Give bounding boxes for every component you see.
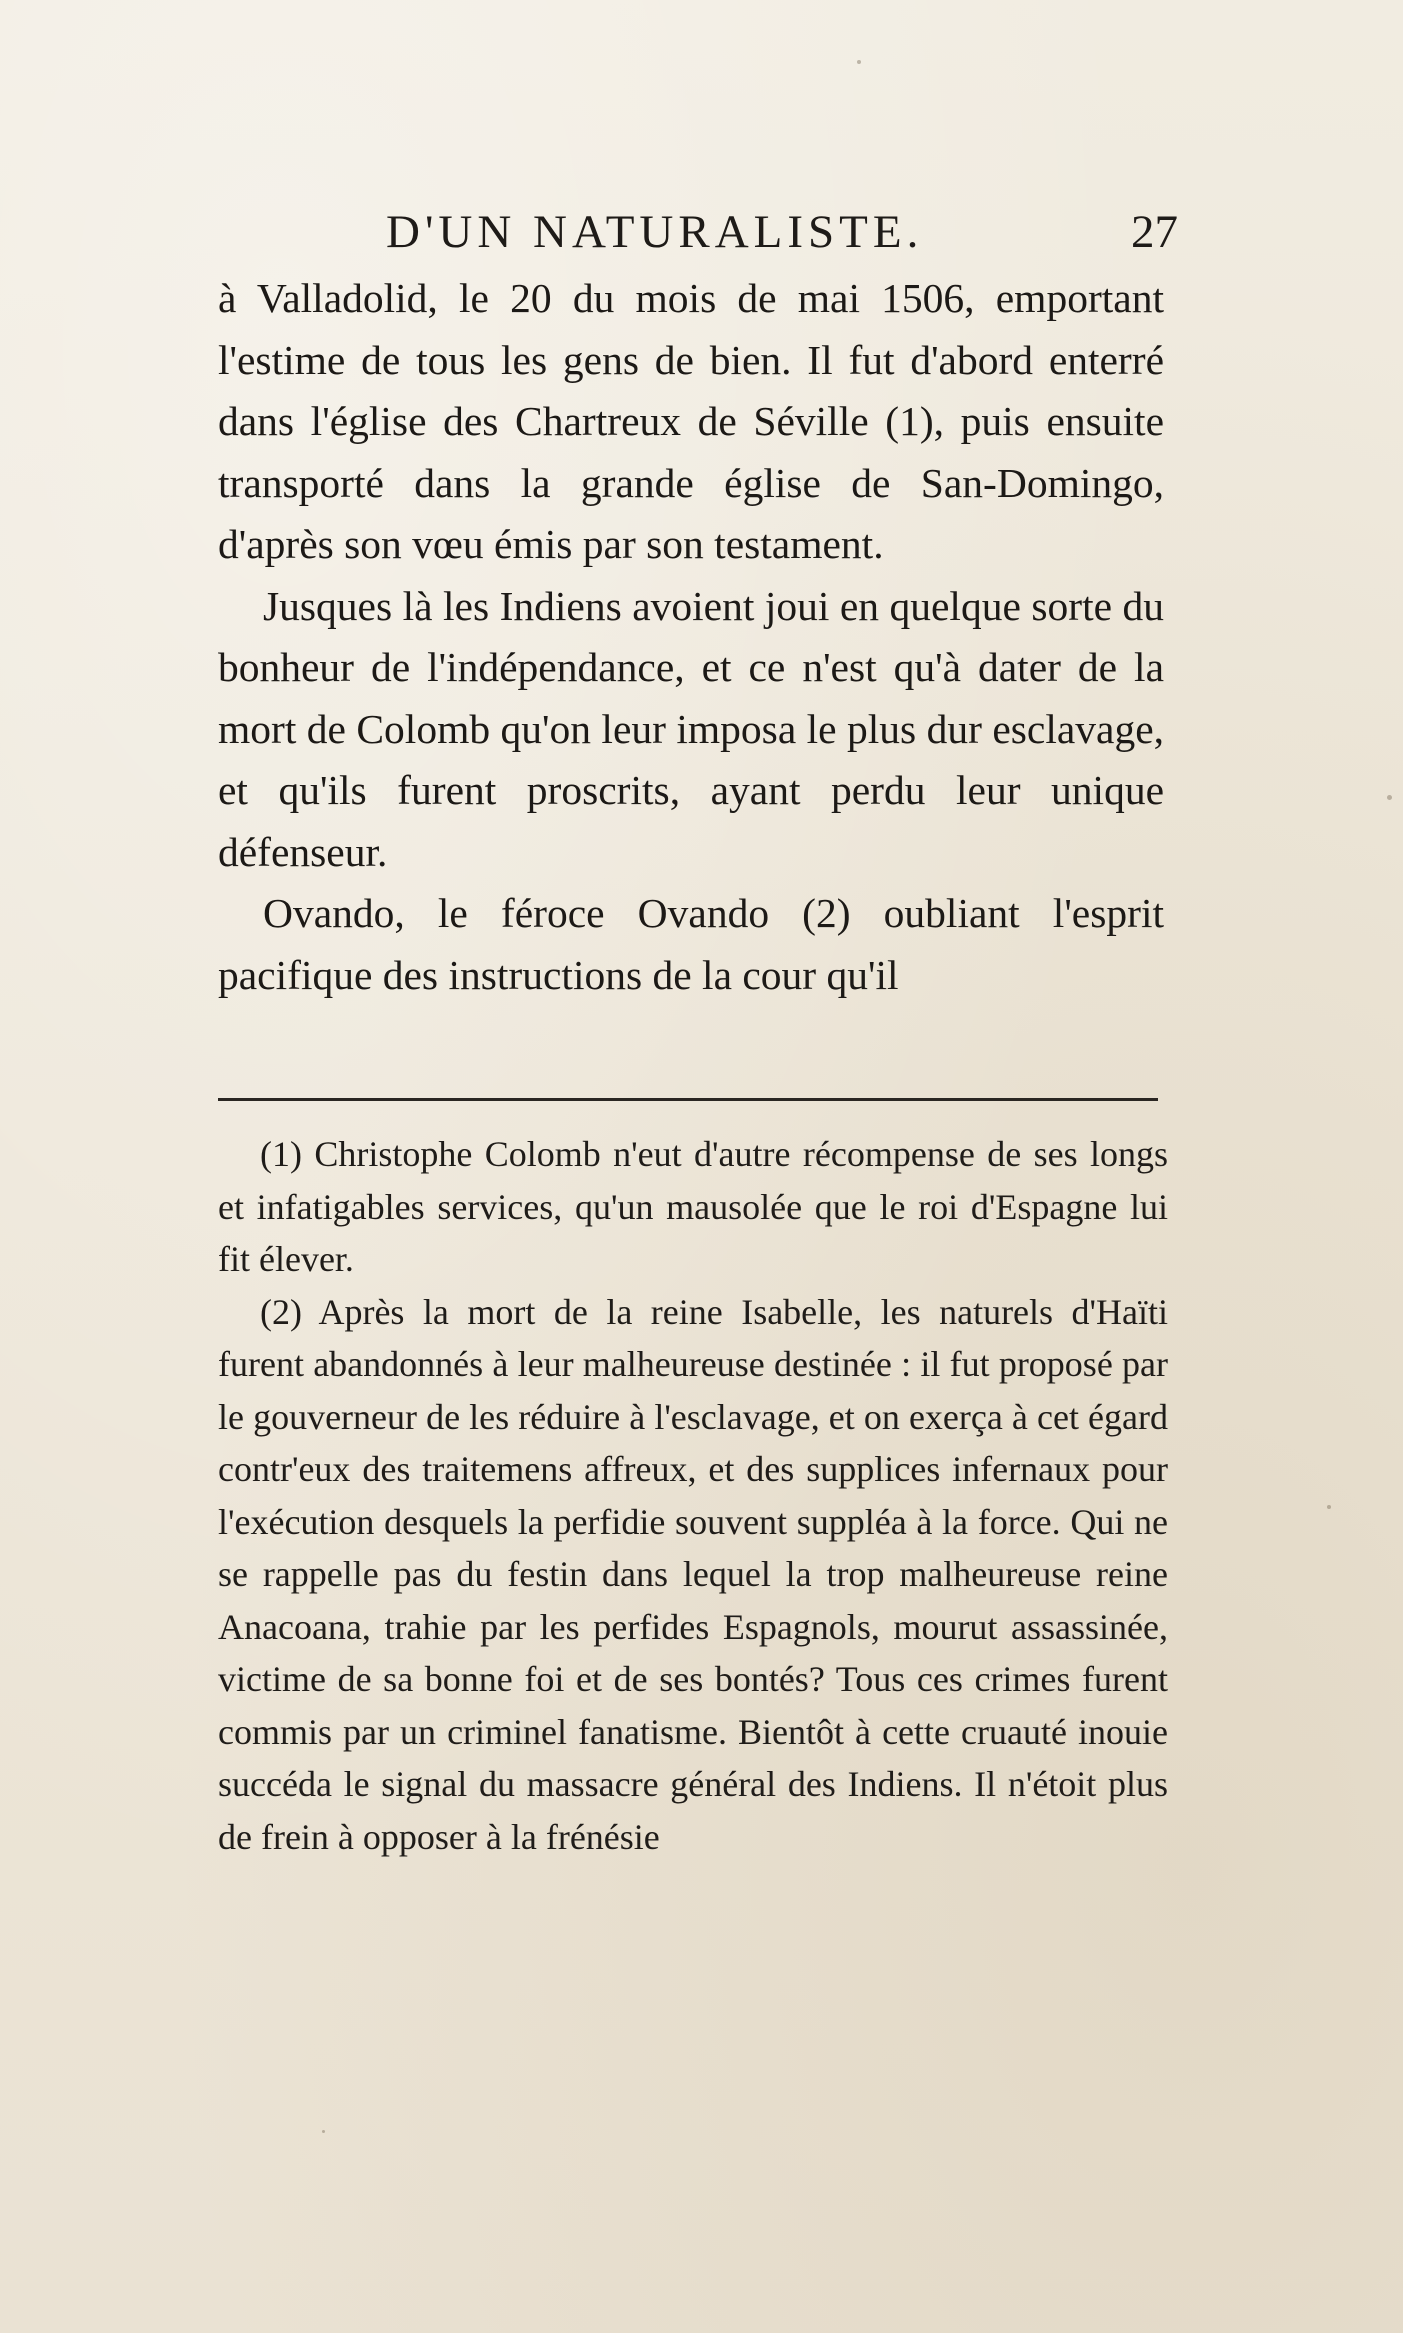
running-head: D'UN NATURALISTE. bbox=[386, 206, 924, 258]
paragraph-continuation: à Valladolid, le 20 du mois de mai 1506, emportant l'estime de tous les gens de bien. Il fut d'abord enterré dans l'église des Chartreux de Séville (1), puis ensuite transporté dans la grande église de San-Domingo, d'après son vœu émis par son testament. bbox=[218, 275, 1164, 567]
paper-speck bbox=[857, 60, 861, 64]
page-header bbox=[218, 205, 1178, 265]
page-number: 27 bbox=[1131, 206, 1178, 258]
footnote-1: (1) Christophe Colomb n'eut d'autre récompense de ses longs et infatigables services, qu'un mausolée que le roi d'Espagne lui fit élever. bbox=[218, 1134, 1168, 1279]
paper-speck bbox=[1327, 1505, 1331, 1509]
paper-speck bbox=[1387, 795, 1392, 800]
footnotes bbox=[218, 1128, 1168, 1863]
footnote-2: (2) Après la mort de la reine Isabelle, les naturels d'Haïti furent abandonnés à leur malheureuse destinée : il fut proposé par le gouverneur de les réduire à l'esclavage, et on exerça à cet égard contr'eux des traitemens affreux, et des supplices infernaux pour l'exécution desquels la perfidie souvent suppléa à la force. Qui ne se rappelle pas du festin dans lequel la trop malheureuse reine Anacoana, trahie par les perfides Espagnols, mourut assassinée, victime de sa bonne foi et de ses bontés? Tous ces crimes furent commis par un criminel fanatisme. Bientôt à cette cruauté inouie succéda le signal du massacre général des Indiens. Il n'étoit plus de frein à opposer à la frénésie bbox=[218, 1291, 1168, 1857]
paper-speck bbox=[322, 2130, 325, 2133]
paragraph-ovando: Ovando, le féroce Ovando (2) oubliant l'esprit pacifique des instructions de la cour qu'il bbox=[218, 890, 1164, 998]
footnote-separator-rule bbox=[218, 1098, 1158, 1101]
paragraph-indians: Jusques là les Indiens avoient joui en quelque sorte du bonheur de l'indépendance, et ce n'est qu'à dater de la mort de Colomb qu'on leur imposa le plus dur esclavage, et qu'ils furent proscrits, ayant perdu leur unique défenseur. bbox=[218, 582, 1164, 875]
main-text bbox=[218, 268, 1164, 1006]
